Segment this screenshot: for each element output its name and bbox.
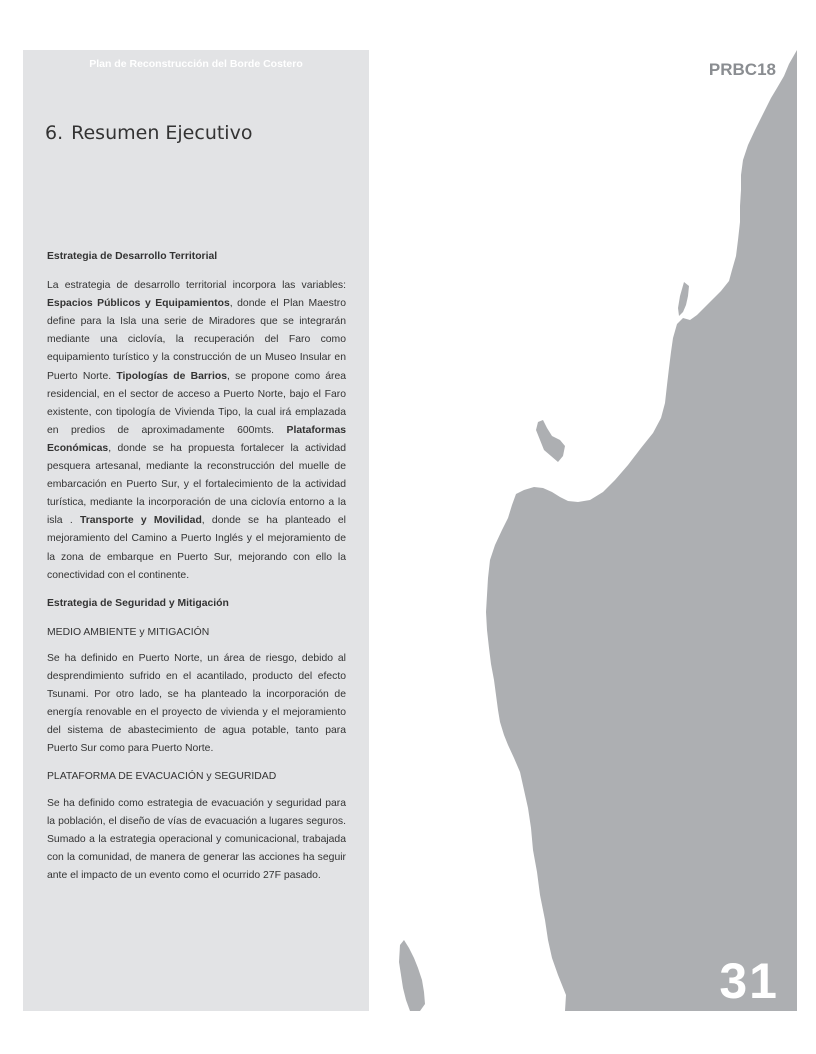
security-heading: Estrategia de Seguridad y Mitigación (47, 597, 229, 609)
body-content (47, 248, 346, 895)
territorial-paragraph (47, 277, 346, 585)
territorial-heading: Estrategia de Desarrollo Territorial (47, 251, 218, 262)
territorial-text-1: La estrategia de desarrollo territorial incorpora las variables: (47, 280, 346, 292)
running-header: Plan de Reconstrucción del Borde Costero (89, 58, 303, 70)
evacuation-paragraph: Se ha definido como estrategia de evacuación y seguridad para la población, el diseño de vías de evacuación a lugares seguros. Sumado a la estrategia operacional y comunicacional, trabajada con la comunidad, de manera de generar las acciones ha seguir ante el impacto de un evento como el ocurrido 27F pasado. (47, 797, 346, 881)
south-island-landmass (399, 940, 425, 1011)
territorial-bold-1: Espacios Públicos y Equipamientos (47, 298, 230, 310)
spit-landmass (678, 282, 689, 316)
territorial-bold-3: Plataformas Económicas (47, 424, 346, 454)
territorial-text-2: , donde el Plan Maestro define para la Isla una serie de Miradores que se integrarán mediante una ciclovía, la recuperación del Faro como equipamiento turístico y la construcción de un Museo Insular en Puerto Norte. (47, 298, 346, 382)
environment-subheading: MEDIO AMBIENTE y MITIGACIÓN (47, 626, 210, 638)
document-code: PRBC18 (708, 60, 776, 79)
environment-paragraph: Se ha definido en Puerto Norte, un área de riesgo, debido al desprendimiento sufrido en el acantilado, producto del efecto Tsunami. Por otro lado, se ha planteado la incorporación de energía renovable en el proyecto de vivienda y el mejoramiento del sistema de abastecimiento de agua potable, tanto para Puerto Sur como para Puerto Norte. (47, 652, 346, 755)
territorial-text-3: , se propone como área residencial, en el sector de acceso a Puerto Norte, bajo el Faro existente, con tipología de Vivienda Tipo, la cual irá emplazada en predios de aproximadamente 600mts. (47, 370, 346, 436)
territorial-bold-4: Transporte y Movilidad (79, 515, 202, 527)
territorial-text-5: , donde se ha planteado el mejoramiento del Camino a Puerto Inglés y el mejoramiento de la zona de embarque en Puerto Sur, mejorando con ello la conectividad con el continente. (47, 515, 346, 581)
mainland-landmass (486, 50, 797, 1011)
evacuation-subheading: PLATAFORMA DE EVACUACIÓN y SEGURIDAD (47, 771, 277, 783)
section-title (45, 122, 252, 144)
section-title-text: Resumen Ejecutivo (71, 122, 253, 144)
territorial-bold-2: Tipologías de Barrios (116, 370, 227, 382)
territorial-text-4: , donde se ha propuesta fortalecer la actividad pesquera artesanal, mediante la reconstrucción del muelle de embarcación en Puerto Sur, y el fortalecimiento de la actividad turística, mediante la incorporación de una ciclovía entorno a la isla . (47, 442, 346, 527)
section-number: 6. (45, 122, 64, 144)
text-panel (23, 50, 369, 1011)
page-number: 31 (719, 953, 779, 1009)
island-landmass (536, 420, 565, 462)
